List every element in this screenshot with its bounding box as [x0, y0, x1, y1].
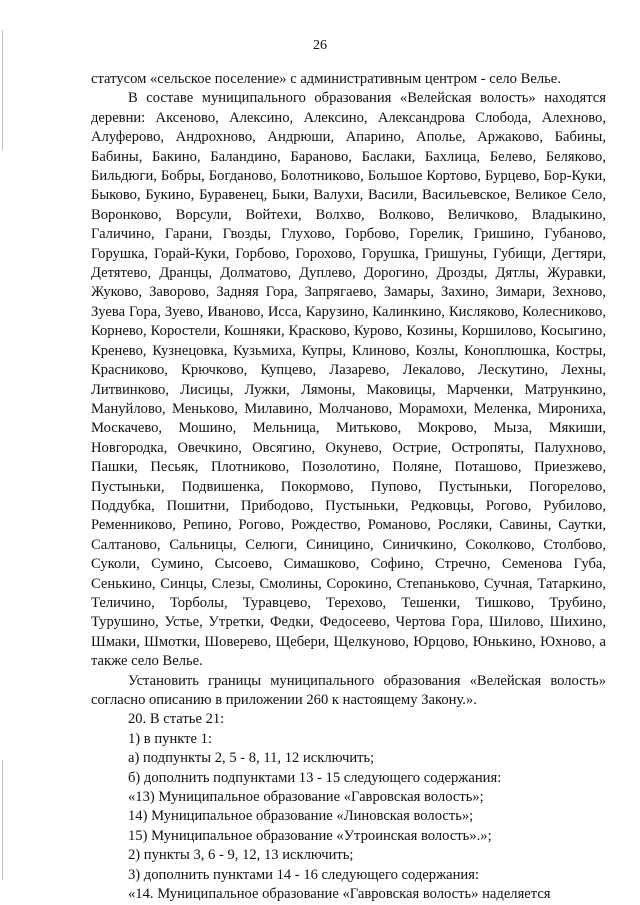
clause-3: 3) дополнить пунктами 14 - 16 следующего содержания: — [128, 866, 480, 883]
clause-1: 1) в пункте 1: — [128, 730, 213, 747]
list-item-14: 14) Муниципальное образование «Линовская волость»; — [128, 808, 474, 825]
paragraph-article-14: «14. Муниципальное образование «Гавровская волость» наделяется — [128, 886, 551, 903]
page-number: 26 — [313, 38, 327, 53]
paragraph-continuation: статусом «сельское поселение» с административным центром - село Велье. — [91, 71, 561, 87]
list-item-15: 15) Муниципальное образование «Утроинская волость».»; — [128, 827, 492, 844]
article-20-heading: 20. В статье 21: — [128, 711, 225, 728]
list-item-13: «13) Муниципальное образование «Гавровская волость»; — [128, 789, 484, 806]
subclause-b: б) дополнить подпунктами 13 - 15 следующего содержания: — [128, 769, 502, 786]
subclause-a: а) подпункты 2, 5 - 8, 11, 12 исключить; — [128, 750, 375, 767]
clause-2: 2) пункты 3, 6 - 9, 12, 13 исключить; — [128, 847, 354, 864]
document-body — [91, 70, 606, 904]
paragraph-boundaries: Установить границы муниципального образования «Велейская волость» согласно описанию в приложении 260 к настоящему Закону.». — [91, 672, 606, 708]
paragraph-villages-list: В составе муниципального образования «Велейская волость» находятся деревни: Аксеново, Алексино, Алексино, Александрова Слобода, Алехново, Алуферово, Андрохново, Андрюши, Апарино, Аполье, Аржаково, Бабины, Бабины, Бакино, Баландино, Бараново, Баслаки, Бахлица, Белево, Беляково, Бильдюги, Бобры, Богданово, Болотниково, Большое Кортово, Бурцево, Бор-Куки, Быково, Букино, Буравенец, Быки, Валухи, Васили, Васильевское, Великое Село, Воронково, Ворсули, Войтехи, Волхво, Волково, Величково, Владыкино, Галичино, Гарани, Гвозды, Глухово, Горбово, Горелик, Гришино, Губаново, Горушка, Горай-Куки, Горбово, Горохово, Горушка, Гришуны, Губищи, Дегтяри, Детятево, Дранцы, Долматово, Дуплево, Дорогино, Дрозды, Дятлы, Журавки, Жуково, Заворово, Задняя Гора, Запрягаево, Замары, Захино, Зимари, Зехново, Зуева Гора, Зуево, Иваново, Исса, Карузино, Калинкино, Кисляково, Колесниково, Корнево, Коростели, Кошняки, Красково, Курово, Козины, Коршилово, Косыгино, Кренево, Кузнецовка, Кузьмиха, Купры, Клиново, Козлы, Коноплюшка, Костры, Красниково, Крючково, Купцево, Лазарево, Лекалово, Лескутино, Лехны, Литвинково, Лисицы, Лужки, Лямоны, Маковицы, Марченки, Матрункино, Мануйлово, Менькoво, Милавино, Молчаново, Морамохи, Меленка, Мирониха, Москачево, Мошино, Мельница, Митьково, Мокрово, Мыза, Мякиши, Новгородка, Овечкино, Овсягино, Окунево, Острие, Остропяты, Палухново, Пашки, Песьяк, Плотниково, Позолотино, Поляне, Поташово, Приезжево, Пустыньки, Подвишенка, Покормово, Пупово, Пустыньки, Погорелово, Поддубка, Пошитни, Прибодово, Пустыньки, Редковцы, Рогово, Рубилово, Ременниково, Репино, Рогово, Рождество, Романово, Росляки, Савины, Саутки, Салтаново, Сальницы, Селюги, Синицино, Синичкино, Соколково, Столбово, Суколи, Сумино, Сысоево, Симашково, Софино, Стречно, Семенова Губа, Сенькино, Синцы, Слезы, Смолины, Сорокино, Степаньково, Сучная, Татаркино, Теличино, Торболы, Туравцево, Терехово, Тешенки, Тишково, Трубино, Турушино, Устье, Утретки, Федки, Федосеево, Чертова Гора, Шилово, Шихино, Шмаки, Шмотки, Шоверево, Щебери, Щелкуново, Юрцово, Юнькино, Юхново, а также село Велье. — [91, 90, 606, 670]
scan-edge-mark-bottom — [2, 760, 3, 880]
